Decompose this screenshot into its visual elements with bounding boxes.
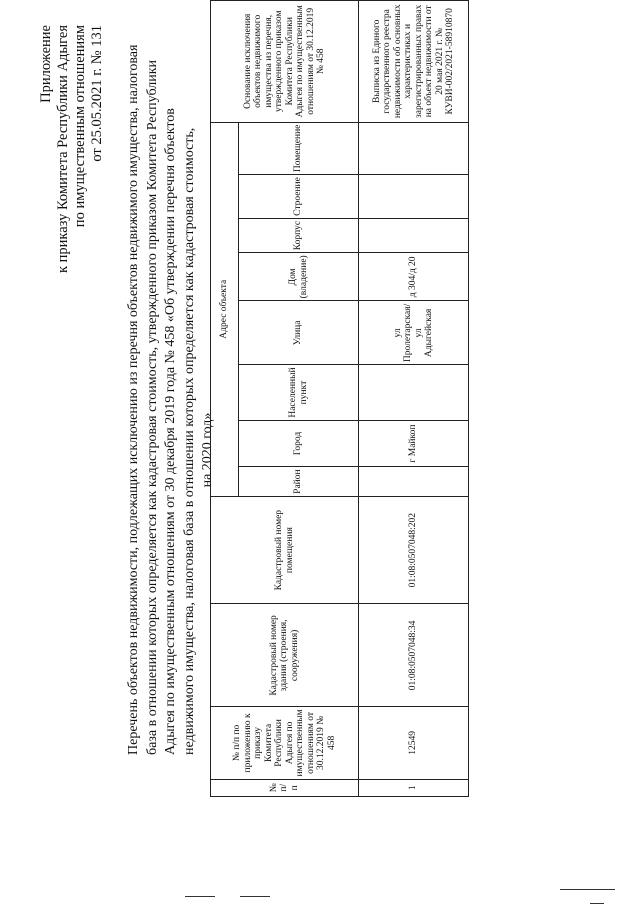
header-building-cadastral: Кадастровый номер здания (строения, сооружения) — [211, 604, 359, 707]
header-basis: Основание исключения объектов недвижимого имущества из перечня, утвержденного приказом Комитета Республики Адыгея по имущественным отношениям от 30.12.2019 № 458 — [211, 1, 359, 123]
appendix-line-1: Приложение — [38, 25, 54, 103]
header-district: Район — [239, 467, 359, 496]
header-house: Дом (владение) — [239, 253, 359, 301]
header-corpus: Корпус — [239, 218, 359, 252]
header-order-num: № п/п по приложению к приказу Комитета Республики Адыгея по имущественным отношениям от 30.12.2019 № 458 — [211, 707, 359, 779]
scan-edge-line — [590, 903, 604, 904]
scan-mark-2 — [240, 896, 270, 897]
header-city: Город — [239, 420, 359, 467]
appendix-line-2: к приказу Комитета Республики Адыгея — [55, 25, 71, 274]
table-row — [359, 1, 469, 797]
exclusion-table — [210, 0, 469, 797]
appendix-header — [38, 25, 106, 355]
cell-building-cadastral: 01:08:0507048:34 — [359, 604, 469, 707]
cell-district — [359, 467, 469, 496]
header-num: № п/п — [211, 779, 359, 796]
cell-settlement — [359, 365, 469, 420]
document-title — [125, 44, 218, 755]
header-room-cadastral: Кадастровый номер помещения — [211, 496, 359, 604]
header-settlement: Населенный пункт — [239, 365, 359, 420]
title-line-4: недвижимого имущества, налоговая база в отношении которых определяется как кадастровая стоимость, — [181, 127, 197, 755]
cell-building-part — [359, 175, 469, 219]
table-header-row — [211, 1, 239, 797]
cell-street: ул Пролетарская/ул Адыгейская — [359, 301, 469, 365]
title-line-2: база в отношении которых определяется как кадастровая стоимость, утвержденного приказом Комитета Республики — [144, 59, 160, 755]
appendix-line-4: от 25.05.2021 г. № 131 — [89, 25, 105, 162]
title-line-1: Перечень объектов недвижимости, подлежащих исключению из перечня объектов недвижимого имущества, налоговая — [126, 44, 141, 755]
cell-order-num: 12549 — [359, 707, 469, 779]
appendix-line-3: по имущественным отношениям — [72, 25, 88, 228]
title-line-5: на 2020 год» — [200, 412, 215, 488]
title-line-3: Адыгея по имущественным отношениям от 30 декабря 2019 года № 458 «Об утверждении перечня объектов — [163, 108, 178, 755]
scan-mark-3 — [560, 889, 615, 890]
cell-corpus — [359, 218, 469, 252]
scan-mark-1 — [185, 896, 215, 897]
header-street: Улица — [239, 301, 359, 365]
cell-house: д 304/д 20 — [359, 253, 469, 301]
header-building-part: Строение — [239, 175, 359, 219]
header-address: Адрес объекта — [211, 122, 239, 496]
cell-city: г Майкоп — [359, 420, 469, 467]
header-premises: Помещение — [239, 122, 359, 175]
cell-basis: Выписка из Единого государственного реестра недвижимости об основных характеристиках и зарегистрированных правах на объект недвижимости от 20 мая 2021 г. № КУВИ-002/2021-58910870 — [359, 1, 469, 123]
cell-room-cadastral: 01:08:0507048:202 — [359, 496, 469, 604]
cell-num: 1 — [359, 779, 469, 796]
cell-premises — [359, 122, 469, 175]
